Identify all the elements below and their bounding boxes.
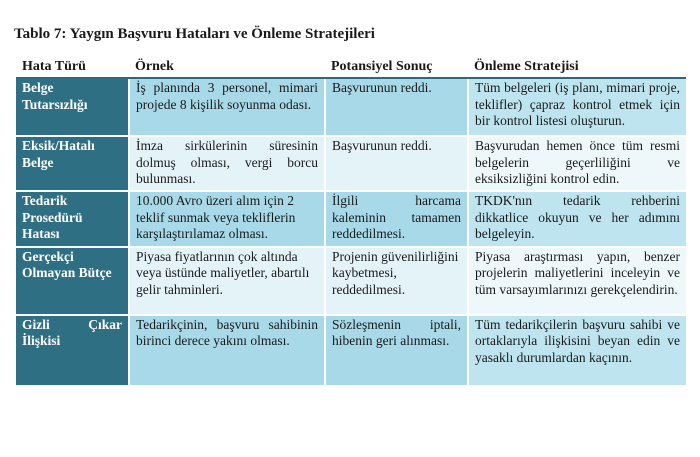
table-row (16, 315, 686, 385)
cell-error-type: Eksik/Hatalı Belge (16, 136, 129, 191)
table-row (16, 78, 686, 136)
cell-error-type: Tedarik Prosedürü Hatası (16, 191, 129, 246)
table-row (16, 247, 686, 315)
cell-strategy: Başvurudan hemen önce tüm resmi belgelerin geçerliliğini ve eksiksizliğini kontrol edin. (468, 136, 686, 191)
cell-result: İlgili harcama kaleminin tamamen reddedilmesi. (325, 191, 468, 246)
table-header-row (16, 56, 686, 78)
cell-result: Sözleşmenin iptali, hibenin geri alınması. (325, 315, 468, 385)
cell-error-type: Gerçekçi Olmayan Bütçe (16, 247, 129, 315)
header-prevention-strategy: Önleme Stratejisi (468, 56, 686, 78)
table-row (16, 136, 686, 191)
cell-strategy: Tüm tedarikçilerin başvuru sahibi ve ortaklarıyla ilişkisini beyan edin ve yasaklı durumlardan kaçının. (468, 315, 686, 385)
cell-example: İmza sirkülerinin süresinin dolmuş olması, vergi borcu bulunması. (129, 136, 325, 191)
cell-strategy: Tüm belgeleri (iş planı, mimari proje, teklifler) çapraz kontrol etmek için bir kontrol listesi oluşturun. (468, 78, 686, 136)
cell-strategy: Piyasa araştırması yapın, benzer projelerin maliyetlerini inceleyin ve tüm varsayımlarınızı gerekçelendirin. (468, 247, 686, 315)
cell-result: Projenin güvenilirliğini kaybetmesi, reddedilmesi. (325, 247, 468, 315)
cell-result: Başvurunun reddi. (325, 136, 468, 191)
cell-example: İş planında 3 personel, mimari projede 8 kişilik soyunma odası. (129, 78, 325, 136)
error-strategies-table (16, 56, 686, 385)
table-title: Tablo 7: Yaygın Başvuru Hataları ve Önleme Stratejileri (14, 26, 375, 42)
cell-example: Tedarikçinin, başvuru sahibinin birinci derece yakını olması. (129, 315, 325, 385)
cell-error-type: Gizli Çıkar İlişkisi (16, 315, 129, 385)
cell-result: Başvurunun reddi. (325, 78, 468, 136)
cell-example: Piyasa fiyatlarının çok altında veya üstünde maliyetler, abartılı gelir tahminleri. (129, 247, 325, 315)
cell-error-type: Belge Tutarsızlığı (16, 78, 129, 136)
header-potential-result: Potansiyel Sonuç (325, 56, 468, 78)
header-error-type: Hata Türü (16, 56, 129, 78)
table-row (16, 191, 686, 246)
header-example: Örnek (129, 56, 325, 78)
cell-strategy: TKDK'nın tedarik rehberini dikkatlice okuyun ve her adımını belgeleyin. (468, 191, 686, 246)
cell-example: 10.000 Avro üzeri alım için 2 teklif sunmak veya tekliflerin karşılaştırılamaz olması. (129, 191, 325, 246)
